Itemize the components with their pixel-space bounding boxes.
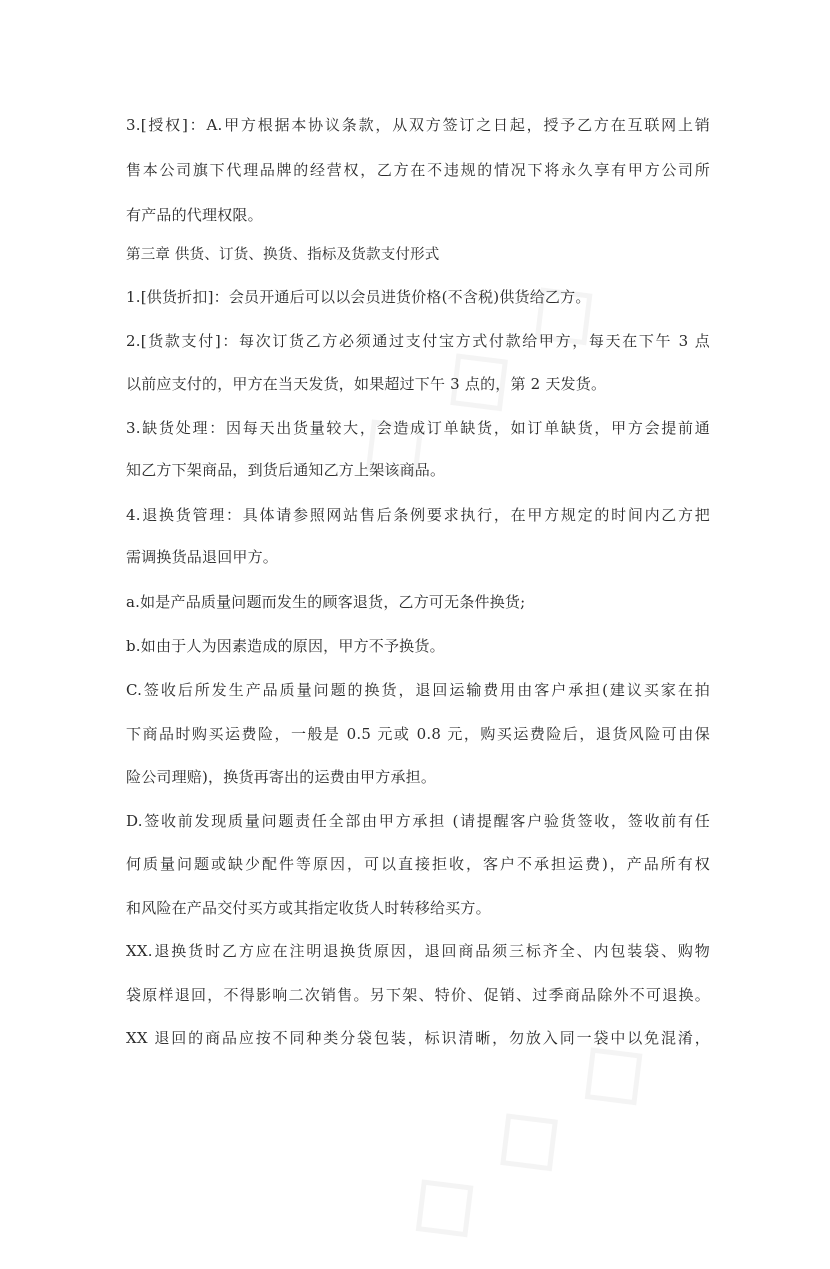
text-line: 险公司理赔)，换货再寄出的运费由甲方承担。 bbox=[126, 768, 437, 786]
text-line: a.如是产品质量问题而发生的顾客退货，乙方可无条件换货; bbox=[126, 593, 526, 611]
chapter-heading: 第三章 供货、订货、换货、指标及货款支付形式 bbox=[126, 247, 440, 263]
text-line: 售本公司旗下代理品牌的经营权，乙方在不违规的情况下将永久享有甲方公司所 bbox=[126, 161, 710, 179]
text-line: 有产品的代理权限。 bbox=[126, 206, 263, 224]
text-line: 袋原样退回，不得影响二次销售。另下架、特价、促销、过季商品除外不可退换。 bbox=[126, 986, 710, 1004]
text-line: b.如由于人为因素造成的原因，甲方不予换货。 bbox=[126, 637, 445, 655]
text-line: 知乙方下架商品，到货后通知乙方上架该商品。 bbox=[126, 461, 446, 479]
text-line: 和风险在产品交付买方或其指定收货人时转移给买方。 bbox=[126, 899, 491, 917]
text-line: XX 退回的商品应按不同种类分袋包装，标识清晰，勿放入同一袋中以免混淆， bbox=[126, 1029, 710, 1047]
text-line: 下商品时购买运费险，一般是 0.5 元或 0.8 元，购买运费险后，退货风险可由保 bbox=[126, 725, 710, 743]
text-line: 以前应支付的，甲方在当天发货，如果超过下午 3 点的，第 2 天发货。 bbox=[126, 375, 607, 393]
text-line: 何质量问题或缺少配件等原因，可以直接拒收，客户不承担运费)，产品所有权 bbox=[126, 855, 710, 873]
text-line: 4.退换货管理：具体请参照网站售后条例要求执行，在甲方规定的时间内乙方把 bbox=[126, 506, 710, 524]
text-line: 需调换货品退回甲方。 bbox=[126, 548, 279, 566]
text-line: XX.退换货时乙方应在注明退换货原因，退回商品须三标齐全、内包装袋、购物 bbox=[126, 942, 710, 960]
text-line: C.签收后所发生产品质量问题的换货，退回运输费用由客户承担(建议买家在拍 bbox=[126, 681, 710, 699]
text-line: 3.[授权]：A.甲方根据本协议条款，从双方签订之日起，授予乙方在互联网上销 bbox=[126, 116, 710, 134]
text-line: 2.[货款支付]：每次订货乙方必须通过支付宝方式付款给甲方，每天在下午 3 点 bbox=[126, 332, 710, 350]
text-line: D.签收前发现质量问题责任全部由甲方承担 (请提醒客户验货签收，签收前有任 bbox=[126, 812, 710, 830]
text-line: 3.缺货处理：因每天出货量较大，会造成订单缺货，如订单缺货，甲方会提前通 bbox=[126, 419, 710, 437]
text-line: 1.[供货折扣]：会员开通后可以以会员进货价格(不含税)供货给乙方。 bbox=[126, 288, 591, 306]
